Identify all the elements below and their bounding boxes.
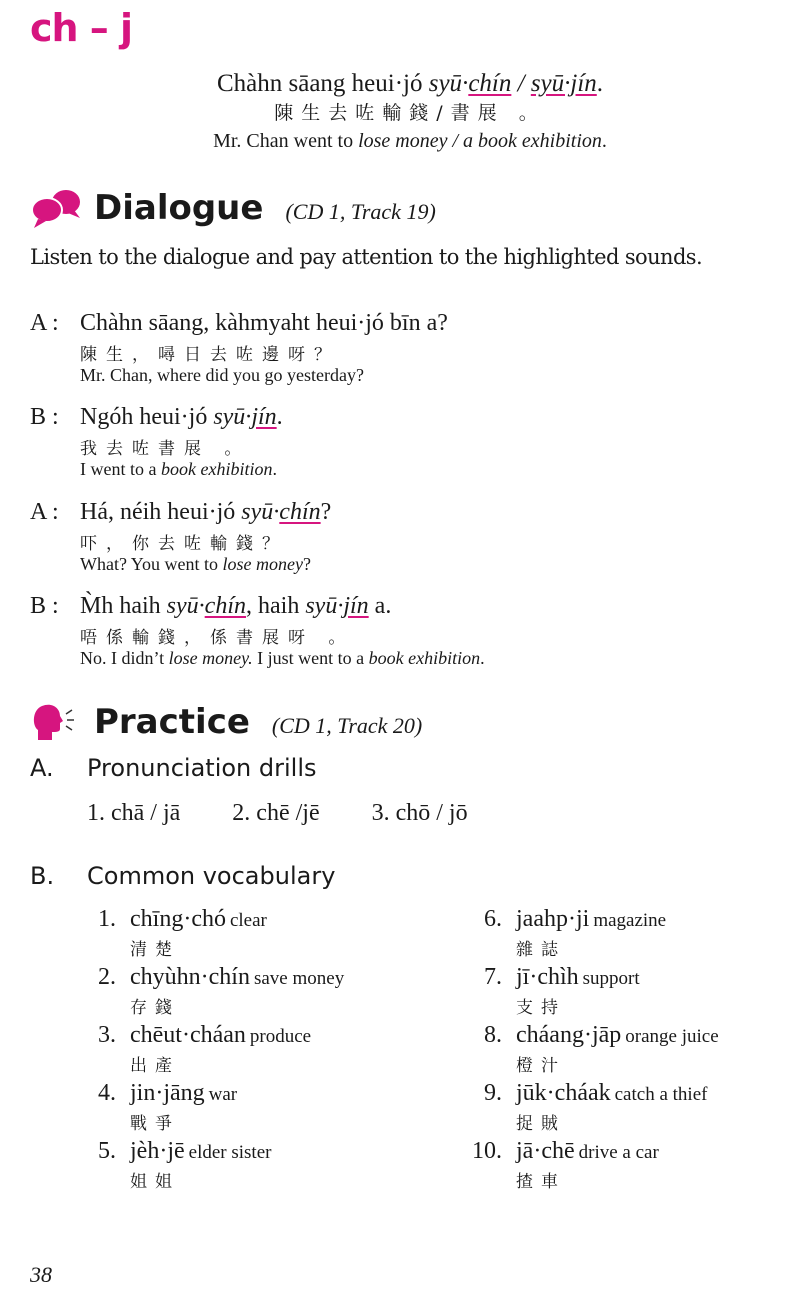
vocab-number: 6.: [484, 906, 502, 932]
text-segment: lose money.: [168, 648, 253, 668]
vocab-item: [484, 1022, 719, 1076]
vocab-gloss: war: [208, 1084, 238, 1105]
text-segment: Mr. Chan, where did you go yesterday?: [80, 365, 364, 385]
vocab-romanization: chīng·chó: [130, 906, 226, 932]
vocab-gloss: magazine: [593, 910, 667, 931]
line-chinese: 我去咗書展 。: [80, 439, 251, 459]
vocab-gloss: produce: [249, 1026, 312, 1047]
text-segment: .: [480, 648, 485, 668]
line-romanization: [80, 499, 331, 526]
dialogue-title: Dialogue: [94, 188, 264, 228]
text-segment: /: [511, 70, 531, 97]
vocab-chinese: 捉賊: [516, 1114, 566, 1134]
page-number: 38: [30, 1262, 52, 1287]
text-segment: Mr. Chan went to: [213, 130, 359, 152]
text-segment: Ngóh heui·jó: [80, 404, 214, 430]
line-chinese: 陳生，噚日去咗邊呀？: [80, 345, 340, 365]
section-b-label: Common vocabulary: [87, 862, 336, 890]
section-a-label: Pronunciation drills: [87, 754, 317, 782]
line-romanization: [80, 310, 448, 337]
vocab-gloss: orange juice: [625, 1026, 719, 1047]
vocab-item: [484, 906, 667, 960]
section-b-letter: B.: [30, 862, 55, 890]
practice-title: Practice: [94, 702, 250, 742]
text-segment: I just went to a: [252, 648, 369, 668]
vocab-chinese: 出產: [130, 1056, 180, 1076]
text-segment: Há, néih heui·jó: [80, 499, 242, 525]
highlighted-sound: chín: [468, 70, 512, 97]
text-segment: What? You went to: [80, 554, 223, 574]
section-a-heading: [30, 754, 317, 782]
vocab-gloss: catch a thief: [614, 1084, 708, 1105]
speaker: B :: [30, 404, 59, 430]
highlighted-sound: jín: [343, 593, 369, 619]
text-segment: syū·: [241, 499, 280, 525]
example-chinese: 陳生去咗輸錢/書展 。: [274, 102, 546, 124]
text-segment: lose money: [222, 554, 303, 574]
line-english: [80, 648, 485, 669]
text-segment: ?: [302, 554, 311, 574]
vocab-chinese: 支持: [516, 998, 566, 1018]
pronunciation-drills: [87, 800, 514, 827]
text-segment: book exhibition: [160, 459, 273, 479]
instruction: Listen to the dialogue and pay attention to the highlighted sounds.: [30, 245, 703, 269]
text-segment: M̀h haih: [80, 593, 167, 619]
vocab-item: [472, 1138, 659, 1192]
speaking-head-icon: [30, 702, 82, 742]
line-english: [80, 459, 277, 480]
text-segment: lose money / a book exhibition: [358, 130, 602, 152]
speech-bubbles-icon: [30, 188, 82, 228]
highlighted-sound: chín: [279, 499, 321, 525]
text-segment: ?: [320, 499, 332, 525]
text-segment: syū·: [428, 70, 469, 97]
text-segment: , haih: [246, 593, 306, 619]
vocab-gloss: clear: [229, 910, 267, 931]
text-segment: syū·: [166, 593, 205, 619]
vocab-number: 4.: [98, 1080, 116, 1106]
speaker: A :: [30, 499, 59, 525]
vocab-gloss: drive a car: [578, 1142, 659, 1163]
text-segment: syū·: [305, 593, 344, 619]
line-romanization: [80, 593, 391, 620]
text-segment: No. I didn’t: [80, 648, 169, 668]
vocab-gloss: support: [582, 968, 640, 989]
vocab-romanization: jaahp·ji: [516, 906, 590, 932]
vocab-item: [98, 906, 267, 960]
highlighted-sound: syū·jín: [530, 70, 597, 97]
text-segment: syū·: [213, 404, 252, 430]
lesson-title: ch – j: [30, 6, 133, 50]
example-romanization: [0, 68, 800, 100]
vocab-romanization: chyùhn·chín: [130, 964, 250, 990]
vocab-gloss: elder sister: [188, 1142, 272, 1163]
drill-3: 3. chō / jō: [371, 800, 468, 826]
vocab-number: 1.: [98, 906, 116, 932]
vocab-gloss: save money: [253, 968, 345, 989]
highlighted-sound: jín: [251, 404, 277, 430]
vocab-item: [98, 1080, 238, 1134]
vocab-chinese: 揸車: [516, 1172, 566, 1192]
speaker: A :: [30, 310, 59, 336]
section-a-letter: A.: [30, 754, 54, 782]
line-chinese: 唔係輸錢，係書展呀 。: [80, 628, 355, 648]
vocab-number: 2.: [98, 964, 116, 990]
vocab-chinese: 清楚: [130, 940, 180, 960]
text-segment: I went to a: [80, 459, 161, 479]
vocab-item: [484, 964, 640, 1018]
line-english: [80, 365, 364, 386]
vocab-number: 8.: [484, 1022, 502, 1048]
example-english: [0, 126, 800, 156]
text-segment: .: [276, 404, 283, 430]
vocab-number: 7.: [484, 964, 502, 990]
dialogue-track: (CD 1, Track 19): [285, 199, 436, 224]
text-segment: .: [596, 70, 604, 97]
line-romanization: [80, 404, 283, 431]
vocab-romanization: jèh·jē: [130, 1138, 185, 1164]
drill-2: 2. chē /jē: [232, 800, 320, 826]
line-english: [80, 554, 311, 575]
dialogue-header: [30, 188, 436, 228]
vocab-romanization: jī·chìh: [516, 964, 579, 990]
vocab-number: 5.: [98, 1138, 116, 1164]
text-segment: book exhibition: [368, 648, 481, 668]
vocab-romanization: jin·jāng: [130, 1080, 205, 1106]
vocab-romanization: jā·chē: [516, 1138, 575, 1164]
practice-track: (CD 1, Track 20): [271, 713, 423, 738]
text-segment: a.: [368, 593, 392, 619]
text-segment: Chàhn sāang heui·jó: [216, 70, 429, 97]
text-segment: .: [272, 459, 277, 479]
vocab-chinese: 姐姐: [130, 1172, 180, 1192]
vocab-chinese: 存錢: [130, 998, 180, 1018]
line-chinese: 吓，你去咗輸錢？: [80, 534, 288, 554]
vocab-chinese: 橙汁: [516, 1056, 566, 1076]
section-b-heading: [30, 862, 335, 890]
speaker: B :: [30, 593, 59, 619]
vocab-romanization: cháang·jāp: [516, 1022, 622, 1048]
practice-header: [30, 702, 422, 742]
vocab-item: [98, 1022, 312, 1076]
vocab-number: 10.: [472, 1138, 502, 1164]
vocab-item: [484, 1080, 708, 1134]
vocab-item: [98, 1138, 272, 1192]
vocab-number: 9.: [484, 1080, 502, 1106]
vocab-number: 3.: [98, 1022, 116, 1048]
vocab-romanization: jūk·cháak: [516, 1080, 611, 1106]
text-segment: Chàhn sāang, kàhmyaht heui·jó bīn a?: [80, 310, 448, 336]
vocab-romanization: chēut·cháan: [130, 1022, 246, 1048]
vocab-chinese: 雜誌: [516, 940, 566, 960]
text-segment: .: [601, 130, 607, 152]
vocab-item: [98, 964, 345, 1018]
example-sentence: [0, 68, 800, 156]
vocab-chinese: 戰爭: [130, 1114, 180, 1134]
drill-1: 1. chā / jā: [87, 800, 181, 826]
highlighted-sound: chín: [204, 593, 246, 619]
